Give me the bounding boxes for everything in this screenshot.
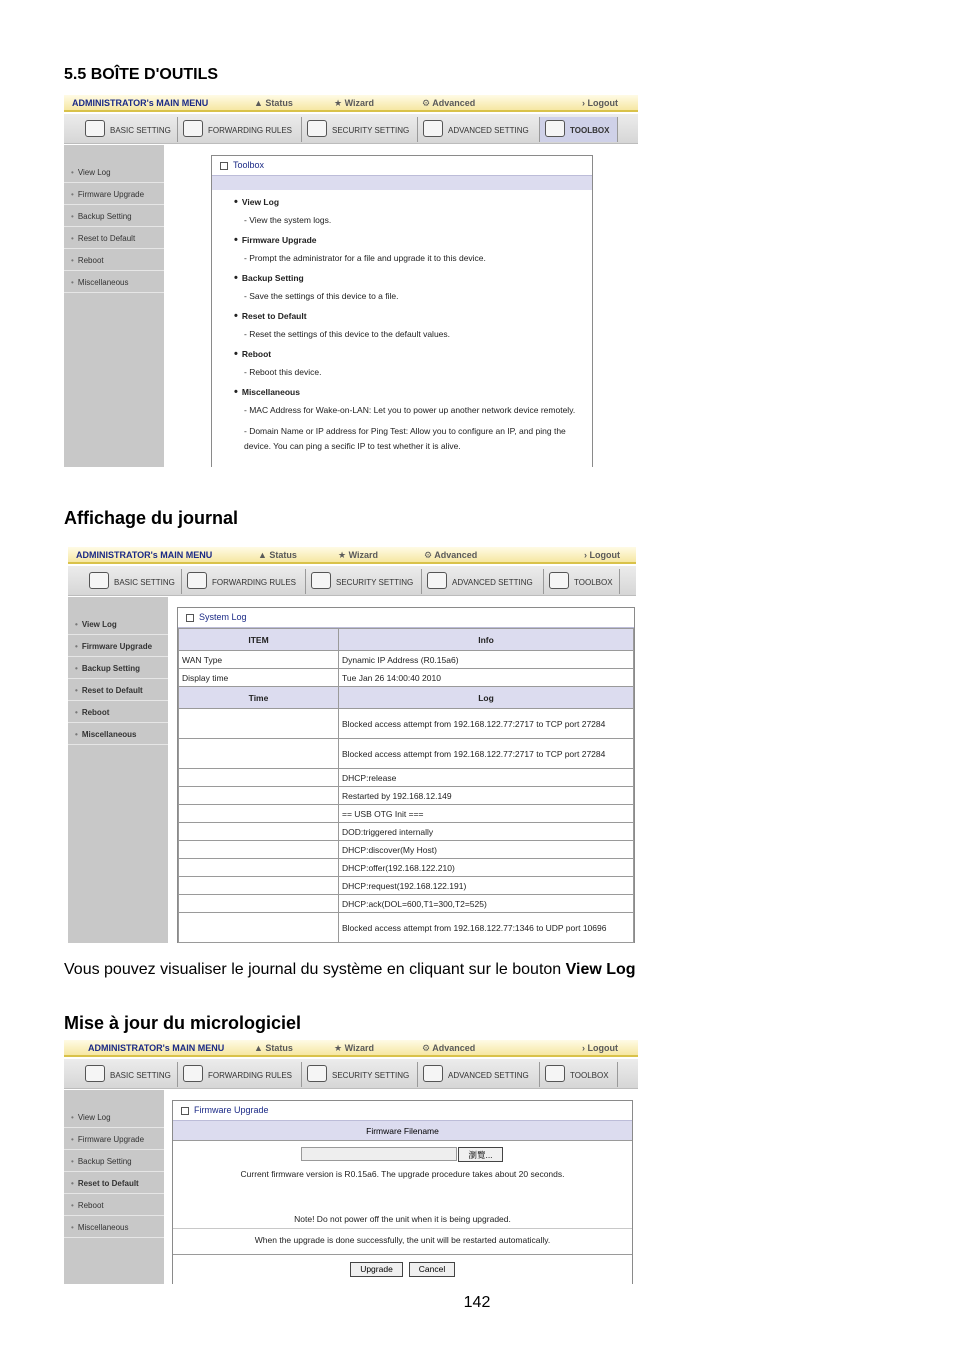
sidebar <box>64 1090 164 1284</box>
tab-toolbox[interactable]: TOOLBOX <box>540 1062 618 1087</box>
sidebar <box>64 145 164 467</box>
wizard-link[interactable]: ★ Wizard <box>334 98 374 108</box>
forwarding-rules-icon <box>187 572 207 589</box>
status-link[interactable]: ▲ Status <box>254 98 293 108</box>
tab-bar <box>64 114 638 144</box>
tab-basic-setting[interactable]: BASIC SETTING <box>84 569 182 594</box>
top-menu-bar <box>68 547 636 564</box>
table-row: Display time Tue Jan 26 14:00:40 2010 <box>179 669 634 687</box>
advanced-link[interactable]: ⚙ Advanced <box>422 98 476 108</box>
firmware-panel <box>172 1100 633 1284</box>
basic-setting-icon <box>89 572 109 589</box>
toolbox-item: • Reset to Default - Reset the settings of this device to the default values. <box>234 310 580 342</box>
sidebar-item-firmware-upgrade[interactable]: • Firmware Upgrade <box>68 636 168 657</box>
version-note: Current firmware version is R0.15a6. The upgrade procedure takes about 20 seconds. <box>240 1169 565 1179</box>
system-log-panel <box>177 607 635 943</box>
advanced-setting-icon <box>423 120 443 137</box>
toolbox-item: • Backup Setting - Save the settings of this device to a file. <box>234 272 580 304</box>
description-paragraph: Vous pouvez visualiser le journal du système en cliquant sur le bouton View Log <box>64 961 636 978</box>
tab-advanced-setting[interactable]: ADVANCED SETTING <box>418 1062 540 1087</box>
table-row: Blocked access attempt from 192.168.122.77:2717 to TCP port 27284 <box>179 739 634 769</box>
admin-menu-link[interactable]: ADMINISTRATOR's MAIN MENU <box>76 550 213 560</box>
toolbox-item: • Miscellaneous - MAC Address for Wake-on-LAN: Let you to power up another network device remotely. - Domain Name or IP address for Ping Test: Allow you to configure an IP, and ping the device. You can ping a secific IP to test whether it is alive. <box>234 386 580 454</box>
tab-advanced-setting[interactable]: ADVANCED SETTING <box>418 117 540 142</box>
panel-title: Firmware Upgrade <box>173 1101 632 1121</box>
tab-forwarding-rules[interactable]: FORWARDING RULES <box>182 569 306 594</box>
system-log-screenshot <box>68 547 636 943</box>
logout-link[interactable]: › Logout <box>584 550 620 560</box>
sidebar-item-miscellaneous[interactable]: • Miscellaneous <box>64 272 164 293</box>
table-row: DHCP:discover(My Host) <box>179 841 634 859</box>
table-row: DHCP:offer(192.168.122.210) <box>179 859 634 877</box>
tab-security-setting[interactable]: SECURITY SETTING <box>302 1062 418 1087</box>
sidebar-item-backup-setting[interactable]: • Backup Setting <box>68 658 168 679</box>
sidebar-item-backup-setting[interactable]: • Backup Setting <box>64 206 164 227</box>
sidebar-item-view-log[interactable]: • View Log <box>68 614 168 635</box>
section-heading: 5.5 BOÎTE D'OUTILS <box>64 66 219 83</box>
advanced-link[interactable]: ⚙ Advanced <box>422 1043 476 1053</box>
toolbox-icon <box>545 120 565 137</box>
sidebar <box>68 597 168 943</box>
system-log-table <box>178 628 634 943</box>
table-row: DHCP:ack(DOL=600,T1=300,T2=525) <box>179 895 634 913</box>
tab-toolbox[interactable]: TOOLBOX <box>544 569 620 594</box>
subheading-log: Affichage du journal <box>64 508 239 528</box>
sidebar-item-reboot[interactable]: • Reboot <box>68 702 168 723</box>
firmware-upgrade-screenshot <box>64 1040 638 1284</box>
firmware-filename-header: Firmware Filename <box>173 1121 632 1141</box>
sidebar-item-reboot[interactable]: • Reboot <box>64 1195 164 1216</box>
tab-forwarding-rules[interactable]: FORWARDING RULES <box>178 117 302 142</box>
advanced-setting-icon <box>423 1065 443 1082</box>
basic-setting-icon <box>85 120 105 137</box>
wizard-link[interactable]: ★ Wizard <box>338 550 378 560</box>
toolbox-item: • View Log - View the system logs. <box>234 196 580 228</box>
restart-note: When the upgrade is done successfully, the unit will be restarted automatically. <box>254 1235 551 1245</box>
table-row: WAN Type Dynamic IP Address (R0.15a6) <box>179 651 634 669</box>
sidebar-item-reset-to-default[interactable]: • Reset to Default <box>68 680 168 701</box>
table-header: Time Log <box>179 687 634 709</box>
table-row: Blocked access attempt from 192.168.122.77:2717 to TCP port 27284 <box>179 709 634 739</box>
table-row: == USB OTG Init === <box>179 805 634 823</box>
subheading-firmware: Mise à jour du micrologiciel <box>64 1013 302 1033</box>
sidebar-item-miscellaneous[interactable]: • Miscellaneous <box>68 724 168 745</box>
security-setting-icon <box>307 120 327 137</box>
tab-forwarding-rules[interactable]: FORWARDING RULES <box>178 1062 302 1087</box>
toolbox-item: • Reboot - Reboot this device. <box>234 348 580 380</box>
firmware-file-input[interactable] <box>301 1147 457 1161</box>
tab-basic-setting[interactable]: BASIC SETTING <box>80 117 178 142</box>
tab-basic-setting[interactable]: BASIC SETTING <box>80 1062 178 1087</box>
toolbox-icon <box>549 572 569 589</box>
advanced-link[interactable]: ⚙ Advanced <box>424 550 478 560</box>
status-link[interactable]: ▲ Status <box>258 550 297 560</box>
tab-advanced-setting[interactable]: ADVANCED SETTING <box>422 569 544 594</box>
tab-security-setting[interactable]: SECURITY SETTING <box>306 569 422 594</box>
sidebar-item-firmware-upgrade[interactable]: • Firmware Upgrade <box>64 184 164 205</box>
cancel-button[interactable]: Cancel <box>409 1262 455 1277</box>
status-link[interactable]: ▲ Status <box>254 1043 293 1053</box>
security-setting-icon <box>311 572 331 589</box>
power-note: Note! Do not power off the unit when it is being upgraded. <box>294 1214 511 1224</box>
tab-security-setting[interactable]: SECURITY SETTING <box>302 117 418 142</box>
sidebar-item-view-log[interactable]: • View Log <box>64 162 164 183</box>
basic-setting-icon <box>85 1065 105 1082</box>
table-row: Restarted by 192.168.12.149 <box>179 787 634 805</box>
top-menu-bar <box>64 1040 638 1057</box>
toolbox-screenshot <box>64 95 638 467</box>
tab-bar <box>64 1059 638 1089</box>
tab-bar <box>68 566 636 596</box>
sidebar-item-miscellaneous[interactable]: • Miscellaneous <box>64 1217 164 1238</box>
table-header: ITEM Info <box>179 629 634 651</box>
toolbox-icon <box>545 1065 565 1082</box>
table-row: DOD:triggered internally <box>179 823 634 841</box>
table-row: DHCP:request(192.168.122.191) <box>179 877 634 895</box>
toolbox-panel <box>211 155 593 467</box>
sidebar-item-reboot[interactable]: • Reboot <box>64 250 164 271</box>
panel-title: System Log <box>178 608 634 628</box>
advanced-setting-icon <box>427 572 447 589</box>
sidebar-item-backup-setting[interactable]: • Backup Setting <box>64 1151 164 1172</box>
wizard-link[interactable]: ★ Wizard <box>334 1043 374 1053</box>
sidebar-item-reset-to-default[interactable]: • Reset to Default <box>64 1173 164 1194</box>
table-row: DHCP:release <box>179 769 634 787</box>
panel-title: Toolbox <box>212 156 592 176</box>
forwarding-rules-icon <box>183 1065 203 1082</box>
toolbox-item: • Firmware Upgrade - Prompt the administrator for a file and upgrade it to this device. <box>234 234 580 266</box>
logout-link[interactable]: › Logout <box>582 1043 618 1053</box>
tab-toolbox[interactable]: TOOLBOX <box>540 117 618 142</box>
forwarding-rules-icon <box>183 120 203 137</box>
browse-button[interactable]: 瀏覽... <box>458 1147 503 1162</box>
sidebar-item-firmware-upgrade[interactable]: • Firmware Upgrade <box>64 1129 164 1150</box>
table-row: Blocked access attempt from 192.168.122.77:1346 to UDP port 10696 <box>179 913 634 943</box>
page-number: 142 <box>463 1294 491 1311</box>
sidebar-item-reset-to-default[interactable]: • Reset to Default <box>64 228 164 249</box>
logout-link[interactable]: › Logout <box>582 98 618 108</box>
panel-stripe <box>212 176 592 190</box>
sidebar-item-view-log[interactable]: • View Log <box>64 1107 164 1128</box>
top-menu-bar <box>64 95 638 112</box>
admin-menu-link[interactable]: ADMINISTRATOR's MAIN MENU <box>72 98 209 108</box>
upgrade-button[interactable]: Upgrade <box>350 1262 403 1277</box>
admin-menu-link[interactable]: ADMINISTRATOR's MAIN MENU <box>88 1043 225 1053</box>
security-setting-icon <box>307 1065 327 1082</box>
